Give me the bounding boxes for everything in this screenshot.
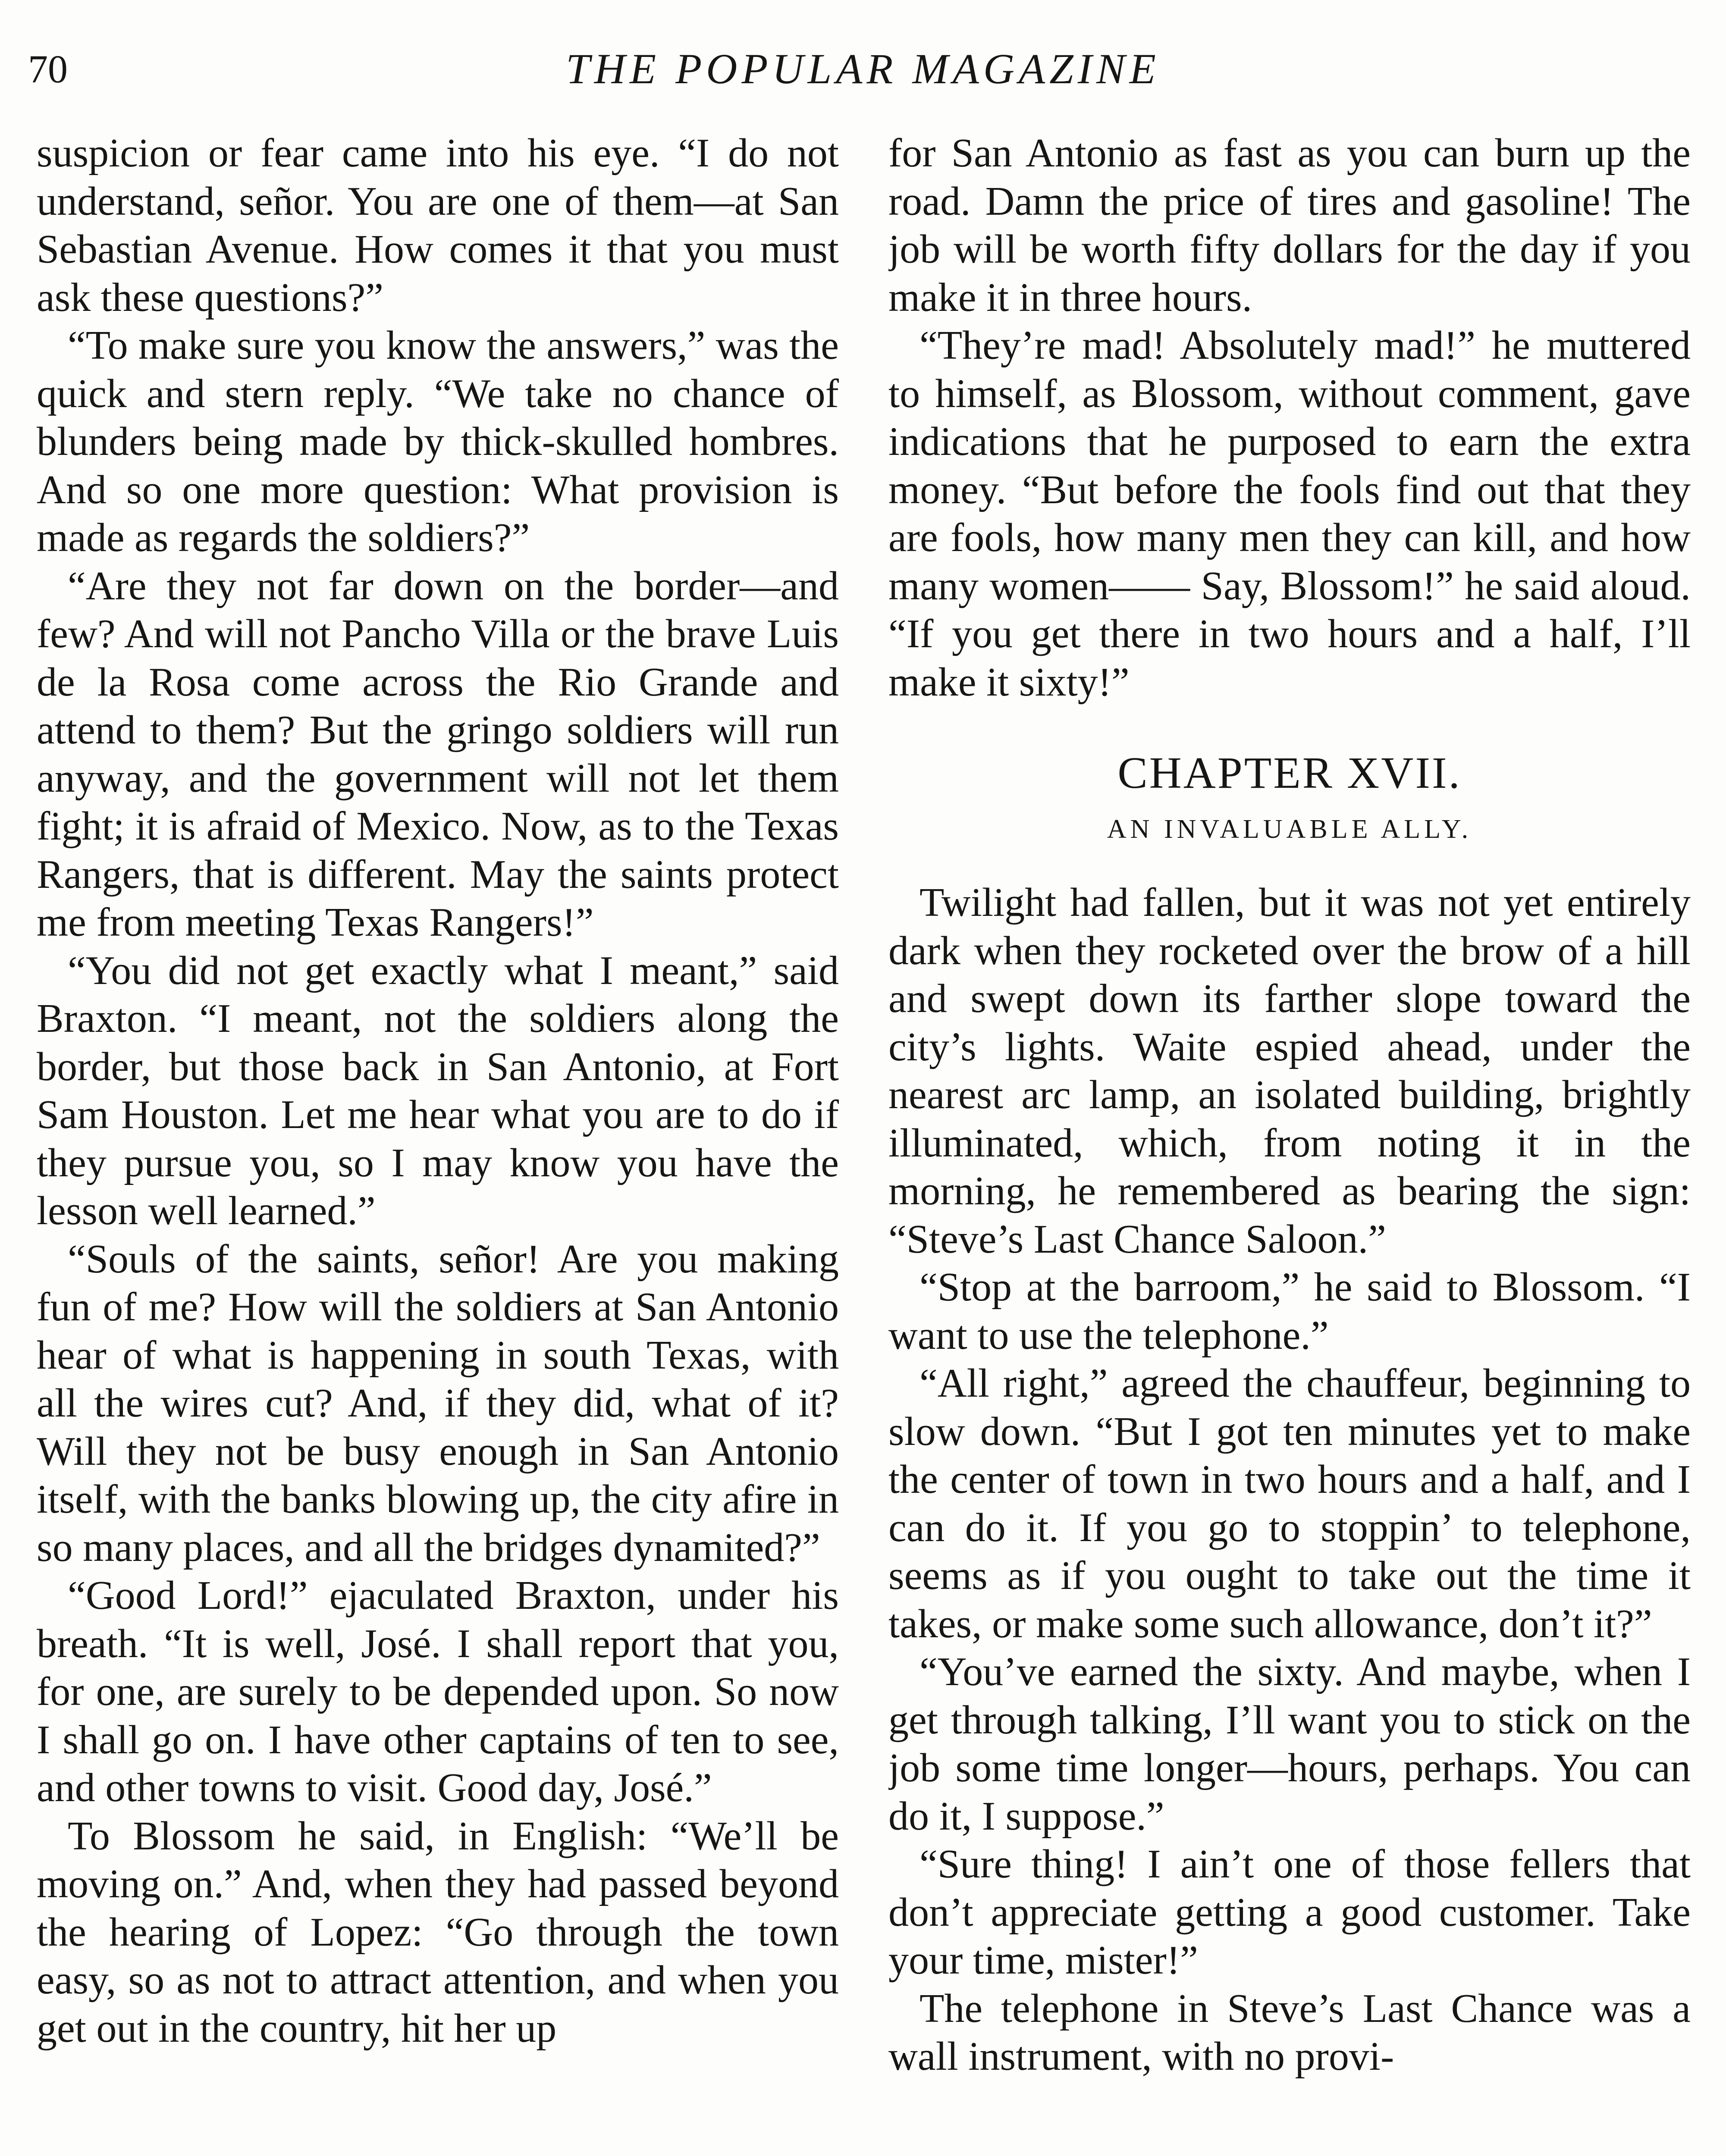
chapter-title: CHAPTER XVII.	[1117, 748, 1462, 798]
right-column	[888, 129, 1691, 2156]
paragraph: “Good Lord!” ejaculated Braxton, under his breath. “It is well, José. I shall report that you, for one, are surely to be depended upon. So now I shall go on. I have other captains of ten to see, and other towns to visit. Good day, José.”	[37, 1573, 839, 1810]
paragraph: “To make sure you know the answers,” was the quick and stern reply. “We take no chance of blunders being made by thick-skulled hombres. And so one more question: What provision is made as regards the soldiers?”	[37, 323, 839, 560]
chapter-subtitle: AN INVALUABLE ALLY.	[1107, 815, 1472, 844]
left-column	[37, 129, 839, 2156]
paragraph: for San Antonio as fast as you can burn up the road. Damn the price of tires and gasoline! The job will be worth fifty dollars for the day if you make it in three hours.	[888, 131, 1691, 320]
running-head: THE POPULAR MAGAZINE	[566, 45, 1160, 93]
paragraph: “Souls of the saints, señor! Are you making fun of me? How will the soldiers at San Antonio hear of what is happening in south Texas, with all the wires cut? And, if they did, what of it? Will they not be busy enough in San Antonio itself, with the banks blowing up, the city afire in so many places, and all the bridges dynamited?”	[37, 1236, 839, 1570]
paragraph: Twilight had fallen, but it was not yet entirely dark when they rocketed over the brow of a hill and swept down its farther slope toward the city’s lights. Waite espied ahead, under the nearest arc lamp, an isolated building, brightly illuminated, which, from noting it in the morning, he remembered as bearing the sign: “Steve’s Last Chance Saloon.”	[888, 880, 1691, 1262]
paragraph: suspicion or fear came into his eye. “I do not understand, señor. You are one of them—at San Sebastian Avenue. How comes it that you must ask these questions?”	[37, 131, 839, 320]
paragraph: “Sure thing! I ain’t one of those fellers that don’t appreciate getting a good customer. Take your time, mister!”	[888, 1842, 1691, 1983]
paragraph: “All right,” agreed the chauffeur, beginning to slow down. “But I got ten minutes yet to make the center of town in two hours and a half, and I can do it. If you go to stoppin’ to telephone, seems as if you ought to take out the time it takes, or make some such allowance, don’t it?”	[888, 1361, 1691, 1646]
paragraph: To Blossom he said, in English: “We’ll be moving on.” And, when they had passed beyond the hearing of Lopez: “Go through the town easy, so as not to attract attention, and when you get out in the country, hit her up	[37, 1813, 839, 2051]
paragraph: “You did not get exactly what I meant,” said Braxton. “I meant, not the soldiers along the border, but those back in San Antonio, at Fort Sam Houston. Let me hear what you are to do if they pursue you, so I may know you have the lesson well learned.”	[37, 948, 839, 1233]
paragraph: “You’ve earned the sixty. And maybe, when I get through talking, I’ll want you to stick on the job some time longer—hours, perhaps. You can do it, I suppose.”	[888, 1649, 1691, 1839]
page-number: 70	[28, 47, 68, 91]
paragraph: The telephone in Steve’s Last Chance was a wall instrument, with no provi-	[888, 1986, 1691, 2079]
paragraph: “They’re mad! Absolutely mad!” he muttered to himself, as Blossom, without comment, gave indications that he purposed to earn the extra money. “But before the fools find out that they are fools, how many men they can kill, and how many women—— Say, Blossom!” he said aloud. “If you get there in two hours and a half, I’ll make it sixty!”	[888, 323, 1691, 705]
page-header	[28, 41, 1698, 97]
paragraph: “Are they not far down on the border—and few? And will not Pancho Villa or the brave Luis de la Rosa come across the Rio Grande and attend to them? But the gringo soldiers will run anyway, and the government will not let them fight; it is afraid of Mexico. Now, as to the Texas Rangers, that is different. May the saints protect me from meeting Texas Rangers!”	[37, 563, 839, 945]
paragraph: “Stop at the barroom,” he said to Blossom. “I want to use the telephone.”	[888, 1265, 1691, 1358]
